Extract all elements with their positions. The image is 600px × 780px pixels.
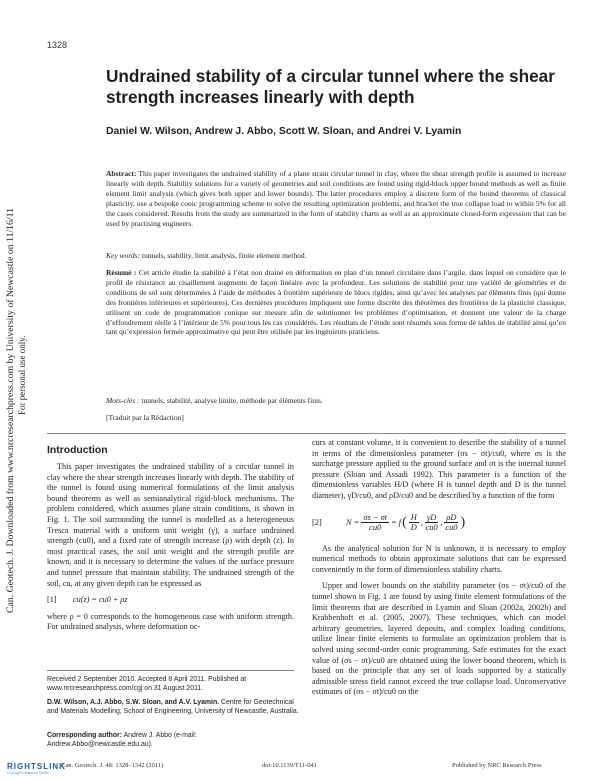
equation-2-number: [2]	[312, 518, 322, 528]
affiliation-names: D.W. Wilson, A.J. Abbo, S.W. Sloan, and A.V. Lyamin.	[47, 699, 220, 706]
equation-2-numerator: σs − σt	[363, 513, 388, 523]
keywords	[106, 251, 566, 261]
equation-2: [2] N = $\frac{\sigma s - \sigma t}{cu0}$ = f ( $\frac{H}{D}$ , $\frac{\gamma D}{cu0}$ , $\frac{\rho D}{cu0}$ )	[312, 513, 466, 533]
abstract	[106, 169, 566, 228]
equation-1	[47, 595, 294, 606]
doi[interactable]: doi:10.1139/T11-041	[262, 762, 317, 769]
equation-2-arg-1-bottom: D	[410, 523, 417, 533]
equation-1-body: cu(z) = cu0 + ρz	[73, 595, 128, 605]
affiliation-note	[47, 698, 299, 716]
abstract-text: This paper investigates the undrained stability of a plane strain circular tunnel in clay, where the shear strength profile is assumed to increase linearly with depth. Stability solutions for a variety of geometries and soil conditions are found using rigid-block upper bound methods as well as finite element limit analysis (which gives both upper and lower bounds). The latter procedures employ a discrete form of the bound theorems of classical plasticity, use a bespoke conic programming scheme to solve the resulting optimization problems, and bracket the true collapse load to within 5% for all the cases considered. Results from the study are summarized in the form of stability charts as well as an approximate closed-form expression that can be used by practising engineers.	[106, 169, 567, 228]
intro-paragraph-1: This paper investigates the undrained stability of a circular tunnel in clay where the shear strength increases linearly with depth. The stability of the tunnel is found using numerical formulations of the limit analysis bound theorems as well as semianalytical rigid-block mechanisms. The problem considered, which assumes plane strain conditions, is shown in Fig. 1. The soil surrounding the tunnel is modelled as a heterogeneous Tresca material with a uniform unit weight (γ), a surface undrained strength (cu0), and a fixed rate of strength increase (ρ) with depth (z). In most practical cases, the soil unit weight and the strength profile are known, and it is necessary to determine the values of the surface pressure and tunnel pressure that maintain stability. The undrained strength of the soil, cu, at any given depth can be expressed as	[47, 462, 294, 588]
equation-2-arg-2-bottom: cu0	[425, 523, 438, 533]
equation-2-arg-3-bottom: cu0	[445, 523, 458, 533]
resume-label: Résumé :	[106, 268, 137, 277]
keywords-label: Key words:	[106, 251, 141, 260]
download-notice-line2: For personal use only.	[17, 335, 27, 415]
equation-2-arg-3-top: ρD	[446, 513, 457, 523]
rightslink-logo-text: RIGHTSLINK	[7, 762, 66, 771]
page-number: 1328	[47, 40, 68, 50]
corresponding-author-note	[47, 731, 299, 749]
right-column	[312, 438, 566, 698]
left-column	[47, 445, 294, 633]
right-paragraph-1: curs at constant volume, it is convenient to describe the stability of a tunnel in terms of the dimensionless parameter (σs − σt)/cu0, where σs is the surcharge pressure applied to the ground surface and σt is the internal tunnel pressure (Sloan and Assadi 1992). This parameter is a function of the dimensionless variables H/D (where H is tunnel depth and D is the tunnel diameter), γD/cu0, and ρD/cu0 and be described by a function of the form	[312, 438, 566, 500]
publisher: Published by NRC Research Press	[452, 762, 542, 769]
rightslink-logo-subtext: Copyright Clearance Center	[7, 771, 50, 775]
footnote-rule	[47, 670, 294, 671]
equation-2-arg-2-top: γD	[426, 513, 437, 523]
equation-1-number: [1]	[47, 595, 57, 605]
article-title: Undrained stability of a circular tunnel where the shear strength increases linearly with depth	[106, 66, 555, 107]
resume	[106, 268, 566, 337]
download-notice-line1: Can. Geotech. J. Downloaded from www.nrcresearchpress.com by University of Newcastle on 11/16/11	[5, 238, 15, 613]
right-paragraph-2: As the analytical solution for N is unknown, it is necessary to employ numerical methods to obtain approximate solutions that can be expressed conveniently in the form of dimensionless stability charts.	[312, 543, 566, 574]
section-divider	[47, 433, 566, 434]
right-paragraph-3: Upper and lower bounds on the stability parameter (σs − σt)/cu0 of the tunnel shown in Fig. 1 are found by using finite element formulations of the limit theorems that are described in Lyamin and Sloan (2002a, 2002b) and Krabbenhoft et al. (2005, 2007). These techniques, which can model arbitrary geometries, layered deposits, and complex loading conditions, utilize linear finite elements to formulate an optimization problem that is solved using second-order conic programming. Safe estimates for the exact value of (σs − σt)/cu0 are obtained using the lower bound theorem, which is based on the principle that any set of loads supported by a statically admissible stress field cannot exceed the true collapse load. Unconservative estimates of (σs − σt)/cu0 on the	[312, 581, 566, 697]
equation-2-main-fraction	[361, 513, 389, 532]
translation-note: [Traduit par la Rédaction]	[106, 413, 184, 422]
equation-2-arg-2	[425, 513, 438, 532]
equation-2-lhs: N =	[346, 518, 360, 528]
mots-cles-label: Mots-clés :	[106, 396, 140, 405]
equation-2-arg-1	[409, 513, 419, 532]
mots-cles-text: tunnels, stabilité, analyse limite, méthode par éléments finis.	[141, 396, 323, 405]
resume-text: Cet article étudie la stabilité à l’état non drainé en déformation en plan d’un tunnel circulaire dans l’argile, dans lequel on considère que le profil de résistance au cisaillement augmente de façon linéaire avec la profondeur. Les solutions de stabilité pour une variété de géométries et de conditions de sol sont déterminées à l’aide de méthodes à frontière supérieure de blocs rigides, ainsi qu’avec les analyses par éléments finis (qui donne des frontières inférieures et supérieures). Ces dernières procédures impliquent une forme discrète des théorèmes des frontières de la plasticité classique, utilisent un code de programmation conique sur mesure afin de solutionner les problèmes d’optimisation, et donnent une valeur de la charge d’effondrement réelle à l’intérieur de 5% pour tous les cas considérés. Les résultats de l’étude sont résumés sous forme de tables de stabilité ainsi qu’en tant qu’expression fermée approximative qui peut être utilisée par les ingénieurs praticiens.	[106, 268, 566, 337]
journal-citation: Can. Geotech. J. 48: 1328–1342 (2011)	[61, 762, 164, 769]
equation-2-denominator: cu0	[369, 523, 382, 533]
abstract-label: Abstract:	[106, 169, 137, 178]
mots-cles	[106, 396, 566, 406]
corresponding-author-label: Corresponding author:	[47, 732, 123, 739]
corresponding-author-text: Andrew J. Abbo (e-mail: Andrew.Abbo@newcastle.edu.au).	[47, 732, 197, 749]
intro-paragraph-2: where ρ = 0 corresponds to the homogeneous case with uniform strength. For undrained analysis, where deformation oc-	[47, 611, 294, 632]
equation-2-arg-1-top: H	[410, 513, 417, 523]
download-notice	[2, 208, 30, 613]
keywords-text: tunnels, stability, limit analysis, finite element method.	[141, 251, 307, 260]
received-note: Received 2 September 2010. Accepted 8 April 2011. Published at www.nrcresearchpress.com/cgj on 31 August 2011.	[47, 676, 247, 693]
equation-2-arg-3	[444, 513, 458, 532]
equation-2-function: = f	[391, 518, 402, 528]
introduction-heading: Introduction	[47, 445, 108, 456]
authors: Daniel W. Wilson, Andrew J. Abbo, Scott W. Sloan, and Andrei V. Lyamin	[106, 126, 462, 137]
affiliation-text: Centre for Geotechnical and Materials Modelling, School of Engineering, University of Newcastle, Australia.	[47, 699, 299, 716]
